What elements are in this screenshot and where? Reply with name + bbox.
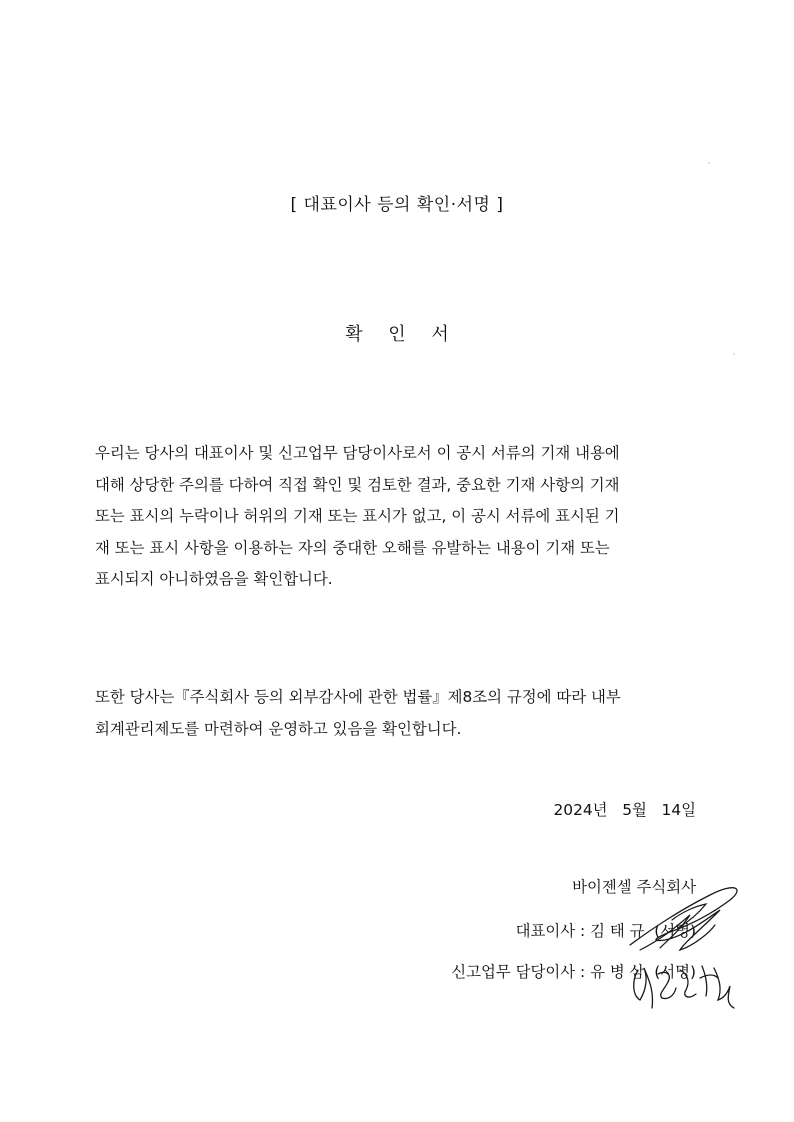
company-name: 바이젠셀 주식회사 (572, 878, 696, 896)
paragraph-line: 또한 당사는『주식회사 등의 외부감사에 관한 법률』제8조의 규정에 따라 내부 (95, 688, 621, 706)
document-heading: [ 대표이사 등의 확인·서명 ] (290, 195, 504, 215)
internal-control-paragraph (95, 682, 705, 745)
paragraph-line: 우리는 당사의 대표이사 및 신고업무 담당이사로서 이 공시 서류의 기재 내용에 (95, 444, 620, 462)
document-date: 2024년 5월 14일 (553, 801, 696, 819)
scan-speck (708, 162, 710, 164)
paragraph-line: 회계관리제도를 마련하여 운영하고 있음을 확인합니다. (95, 719, 462, 738)
ceo-signature-line: 대표이사 : 김 태 규 (서명) (515, 922, 696, 940)
paragraph-line: 재 또는 표시 사항을 이용하는 자의 중대한 오해를 유발하는 내용이 기재 또는 (95, 538, 610, 557)
scan-speck (733, 353, 735, 355)
document-title: 확 인 서 (345, 324, 459, 345)
confirmation-paragraph (95, 438, 705, 596)
paragraph-line: 또는 표시의 누락이나 허위의 기재 또는 표시가 없고, 이 공시 서류에 표시된 기 (95, 507, 620, 525)
paragraph-line: 표시되지 아니하였음을 확인합니다. (95, 570, 333, 588)
paragraph-line: 대해 상당한 주의를 다하여 직접 확인 및 검토한 결과, 중요한 기재 사항의 기재 (95, 475, 620, 494)
officer-signature-line: 신고업무 담당이사 : 유 병 삼 (서명) (451, 963, 696, 981)
